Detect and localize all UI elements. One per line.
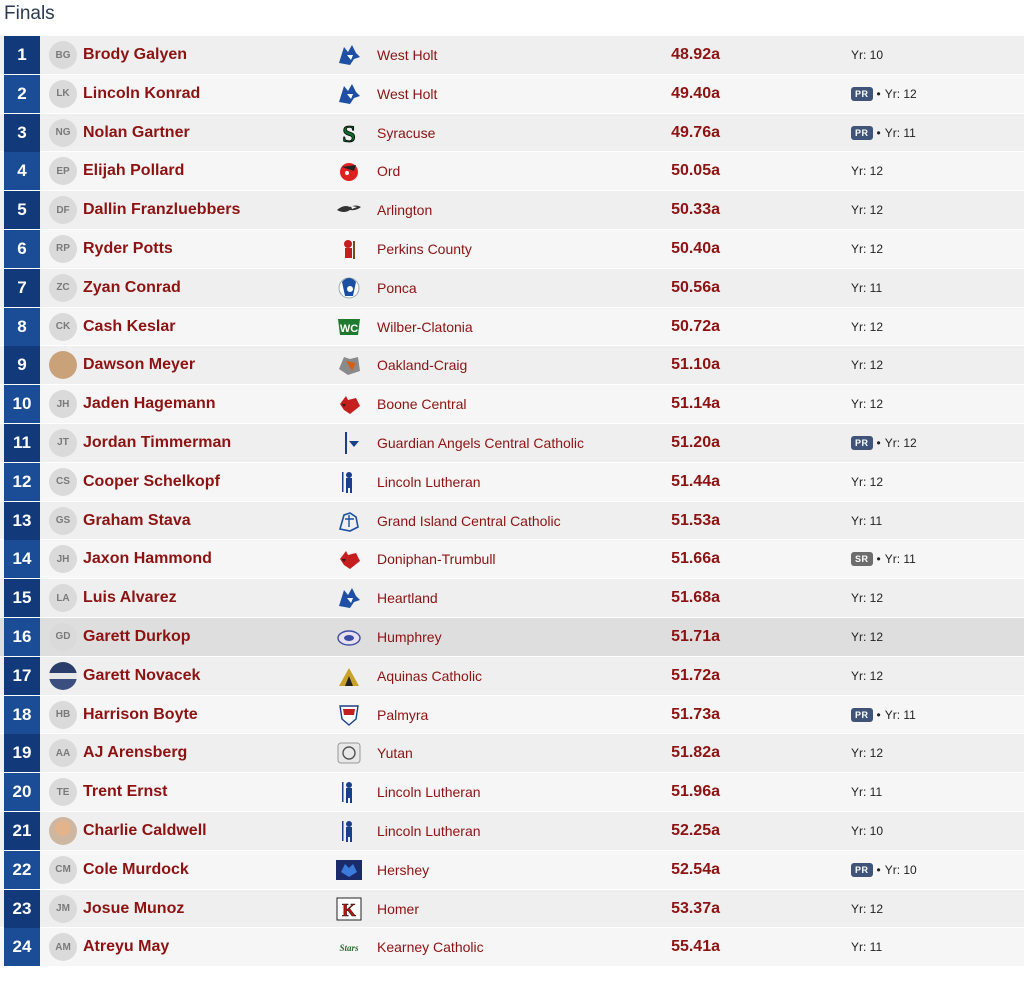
athlete-name-link[interactable]: Trent Ernst [83,783,168,801]
place-number: 16 [4,618,40,656]
warrior-logo-icon [336,470,362,494]
separator-dot: • [876,125,881,140]
result-mark: 51.66a [671,550,720,568]
place-number: 8 [4,308,40,346]
school-link[interactable]: Ord [377,163,401,180]
results-table [0,36,1024,967]
school-link[interactable]: Aquinas Catholic [377,667,483,684]
table-row [0,618,1024,657]
athlete-name-link[interactable]: Elijah Pollard [83,162,185,180]
result-mark: 48.92a [671,46,720,63]
shield-logo-icon [336,703,362,727]
table-row [0,152,1024,191]
svg-text:Stars: Stars [339,943,359,954]
result-mark: 52.25a [671,821,720,839]
result-mark: 50.56a [671,278,720,296]
athlete-name-link[interactable]: Brody Galyen [83,46,188,63]
place-number: 9 [4,346,40,384]
grade-year: Yr: 12 [884,86,917,101]
result-mark: 51.73a [671,705,720,723]
table-row [0,812,1024,851]
result-mark: 51.72a [671,666,720,684]
school-link[interactable]: Hershey [377,861,430,878]
knight-logo-icon [336,353,362,377]
result-mark: 50.40a [671,239,720,257]
monarch-logo-icon [336,664,362,688]
school-link[interactable]: Arlington [377,202,433,219]
athlete-name-link[interactable]: Atreyu May [83,938,170,956]
athlete-info [851,502,882,540]
separator-dot: • [876,435,881,450]
athlete-info [851,734,883,772]
result-mark: 50.05a [671,162,720,180]
athlete-name-link[interactable]: Jaxon Hammond [83,550,212,568]
table-row [0,269,1024,308]
school-link[interactable]: Syracuse [377,124,436,141]
season-record-badge: SR [851,552,873,566]
school-link[interactable]: Lincoln Lutheran [377,822,481,839]
athlete-name-link[interactable]: Harrison Boyte [83,705,198,723]
table-row [0,191,1024,230]
table-row [0,540,1024,579]
result-mark: 51.20a [671,433,720,451]
school-link[interactable]: Grand Island Central Catholic [377,512,561,529]
grade-year: Yr: 12 [851,629,884,644]
athlete-name-link[interactable]: Lincoln Konrad [83,84,201,102]
avatar: NG [49,119,77,147]
avatar: JH [49,545,77,573]
svg-text:K: K [341,899,357,920]
avatar: LK [49,80,77,108]
table-row [0,928,1024,967]
school-link[interactable]: Heartland [377,590,438,607]
school-link[interactable]: Doniphan-Trumbull [377,551,496,568]
grade-year: Yr: 12 [851,241,884,256]
place-number: 12 [4,463,40,501]
school-link[interactable]: West Holt [377,85,438,102]
stars-logo-icon [336,935,362,959]
svg-text:WC: WC [339,322,359,335]
school-link[interactable]: Ponca [377,279,417,296]
avatar: CM [49,856,77,884]
place-number: 6 [4,230,40,268]
result-mark: 51.96a [671,783,720,801]
place-number: 2 [4,75,40,113]
place-number: 21 [4,812,40,850]
grade-year: Yr: 12 [851,203,884,218]
avatar: JH [49,390,77,418]
place-number: 15 [4,579,40,617]
place-number: 23 [4,890,40,928]
eagle-logo-icon [336,198,362,222]
table-row [0,424,1024,463]
school-link[interactable]: Boone Central [377,396,467,413]
athlete-info [851,385,883,423]
result-mark: 53.37a [671,899,720,917]
athlete-name-link[interactable]: Nolan Gartner [83,123,190,141]
table-row [0,890,1024,929]
athlete-info [851,36,883,74]
personal-record-badge: PR [851,863,873,877]
chieftain-logo-icon [336,741,362,765]
athlete-info [851,424,917,462]
athlete-info [851,812,883,850]
avatar: AM [49,933,77,961]
avatar [49,817,77,845]
avatar: TE [49,778,77,806]
avatar: BG [49,41,77,69]
grade-year: Yr: 11 [851,280,883,295]
result-mark: 51.82a [671,744,720,762]
athlete-info [851,773,882,811]
place-number: 13 [4,502,40,540]
athlete-info [851,230,883,268]
avatar: DF [49,196,77,224]
wc-logo-icon [336,315,362,339]
table-row [0,385,1024,424]
panther-logo-icon [336,858,362,882]
page-title: Finals [4,3,55,24]
table-row [0,773,1024,812]
athlete-name-link[interactable]: Charlie Caldwell [83,821,207,839]
table-row [0,463,1024,502]
personal-record-badge: PR [851,436,873,450]
result-mark: 51.10a [671,356,720,374]
result-mark: 51.14a [671,395,720,413]
grade-year: Yr: 12 [851,319,884,334]
result-mark: 49.76a [671,123,720,141]
athlete-info [851,890,883,928]
place-number: 1 [4,36,40,74]
table-row [0,75,1024,114]
separator-dot: • [876,707,881,722]
personal-record-badge: PR [851,87,873,101]
result-mark: 51.68a [671,589,720,607]
grade-year: Yr: 12 [851,358,884,373]
school-link[interactable]: Kearney Catholic [377,939,484,956]
separator-dot: • [876,86,881,101]
place-number: 20 [4,773,40,811]
avatar: JT [49,429,77,457]
avatar: HB [49,701,77,729]
athlete-name-link[interactable]: Cooper Schelkopf [83,472,220,490]
separator-dot: • [876,862,881,877]
warrior-logo-icon [336,780,362,804]
place-number: 5 [4,191,40,229]
avatar: LA [49,584,77,612]
cardinal-logo-icon [336,547,362,571]
avatar: JM [49,895,77,923]
athlete-name-link[interactable]: Jaden Hagemann [83,395,216,413]
s-logo-icon [336,121,362,145]
bluejay-logo-icon [336,431,362,455]
athlete-info [851,75,917,113]
athlete-name-link[interactable]: Cash Keslar [83,317,176,335]
athlete-name-link[interactable]: Josue Munoz [83,899,185,917]
grade-year: Yr: 10 [884,862,917,877]
husky-logo-icon [336,586,362,610]
result-mark: 51.44a [671,472,720,490]
athlete-info [851,696,916,734]
grade-year: Yr: 12 [851,901,884,916]
table-row [0,230,1024,269]
table-row [0,502,1024,541]
grade-year: Yr: 11 [884,552,916,567]
result-mark: 52.54a [671,860,720,878]
table-row [0,696,1024,735]
athlete-name-link[interactable]: Garett Novacek [83,666,201,684]
grade-year: Yr: 11 [851,940,883,955]
avatar: RP [49,235,77,263]
school-link[interactable]: Yutan [377,745,413,762]
grade-year: Yr: 12 [884,435,917,450]
grade-year: Yr: 10 [851,823,884,838]
avatar: GS [49,507,77,535]
school-link[interactable]: Perkins County [377,240,472,257]
table-row [0,36,1024,75]
athlete-name-link[interactable]: Cole Murdock [83,860,189,878]
grade-year: Yr: 12 [851,474,884,489]
table-row [0,346,1024,385]
indian-logo-icon [336,276,362,300]
avatar: GD [49,623,77,651]
result-mark: 51.71a [671,627,720,645]
athlete-name-link[interactable]: Garett Durkop [83,627,191,645]
grade-year: Yr: 12 [851,746,884,761]
place-number: 14 [4,540,40,578]
grade-year: Yr: 11 [851,513,883,528]
athlete-info [851,191,883,229]
avatar: CS [49,468,77,496]
result-mark: 55.41a [671,938,720,956]
avatar: EP [49,157,77,185]
place-number: 17 [4,657,40,695]
athlete-info [851,540,916,578]
personal-record-badge: PR [851,126,873,140]
place-number: 4 [4,152,40,190]
athlete-name-link[interactable]: Jordan Timmerman [83,433,232,451]
grade-year: Yr: 11 [884,707,916,722]
table-row [0,851,1024,890]
grade-year: Yr: 12 [851,164,884,179]
athlete-info [851,346,883,384]
k-logo-icon [336,897,362,921]
husky-logo-icon [336,82,362,106]
athlete-name-link[interactable]: Luis Alvarez [83,589,177,607]
school-link[interactable]: Lincoln Lutheran [377,784,481,801]
table-row [0,579,1024,618]
avatar [49,662,77,690]
athlete-info [851,851,917,889]
result-mark: 49.40a [671,84,720,102]
athlete-info [851,928,882,966]
athlete-info [851,579,883,617]
grade-year: Yr: 12 [851,397,884,412]
place-number: 22 [4,851,40,889]
place-number: 11 [4,424,40,462]
personal-record-badge: PR [851,708,873,722]
place-number: 10 [4,385,40,423]
school-link[interactable]: Palmyra [377,706,429,723]
athlete-name-link[interactable]: Zyan Conrad [83,278,181,296]
result-mark: 50.72a [671,317,720,335]
grade-year: Yr: 11 [851,785,883,800]
grade-year: Yr: 10 [851,48,884,62]
avatar: AA [49,739,77,767]
athlete-name-link[interactable]: Dallin Franzluebbers [83,201,241,219]
athlete-name-link[interactable]: Dawson Meyer [83,356,196,374]
avatar: ZC [49,274,77,302]
athlete-name-link[interactable]: AJ Arensberg [83,744,188,762]
svg-text:S: S [342,121,356,145]
place-number: 24 [4,928,40,966]
school-link[interactable]: Wilber-Clatonia [377,318,473,335]
school-link[interactable]: Oakland-Craig [377,357,468,374]
athlete-name-link[interactable]: Ryder Potts [83,239,173,257]
table-row [0,114,1024,153]
crusader-logo-icon [336,509,362,533]
place-number: 19 [4,734,40,772]
table-row [0,657,1024,696]
school-link[interactable]: Guardian Angels Central Catholic [377,434,585,451]
husky-logo-icon [336,43,362,67]
athlete-info [851,463,883,501]
warrior-logo-icon [336,819,362,843]
grade-year: Yr: 11 [884,125,916,140]
result-mark: 51.53a [671,511,720,529]
athlete-info [851,657,883,695]
athlete-info [851,308,883,346]
athlete-info [851,269,882,307]
chant-logo-icon [336,159,362,183]
athlete-info [851,114,916,152]
avatar: CK [49,313,77,341]
place-number: 18 [4,696,40,734]
separator-dot: • [876,552,881,567]
place-number: 7 [4,269,40,307]
table-row [0,308,1024,347]
grade-year: Yr: 12 [851,591,884,606]
school-link[interactable]: Lincoln Lutheran [377,473,481,490]
table-row [0,734,1024,773]
result-mark: 50.33a [671,201,720,219]
athlete-info [851,152,883,190]
grade-year: Yr: 12 [851,668,884,683]
athlete-info [851,618,883,656]
bulldog-logo-icon [336,625,362,649]
plainsman-logo-icon [336,237,362,261]
athlete-name-link[interactable]: Graham Stava [83,511,191,529]
avatar [49,351,77,379]
place-number: 3 [4,114,40,152]
school-link[interactable]: Humphrey [377,628,442,645]
school-link[interactable]: Homer [377,900,420,917]
cardinal-logo-icon [336,392,362,416]
school-link[interactable]: West Holt [377,47,438,63]
